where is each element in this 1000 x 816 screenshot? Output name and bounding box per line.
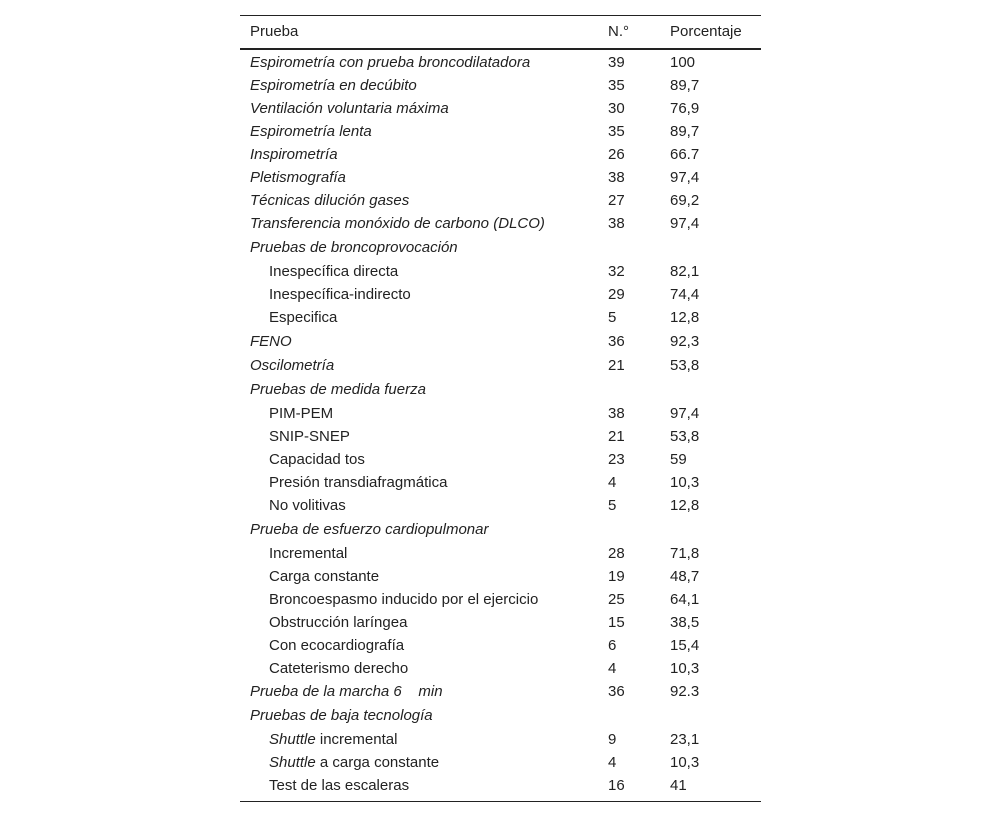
header-n: N.°	[608, 23, 629, 40]
row-pct: 15,4	[670, 637, 700, 654]
row-n: 21	[608, 428, 625, 445]
table-row	[240, 774, 761, 797]
row-name-emphasis: Shuttle	[269, 731, 316, 748]
group-name: Pruebas de baja tecnología	[250, 707, 433, 724]
row-name: Capacidad tos	[269, 451, 365, 468]
row-n: 32	[608, 263, 625, 280]
row-pct: 12,8	[670, 309, 700, 326]
table-row	[240, 212, 761, 235]
table-row	[240, 166, 761, 189]
table-row	[240, 306, 761, 329]
table-row	[240, 471, 761, 494]
row-pct: 97,4	[670, 169, 700, 186]
row-pct: 97,4	[670, 405, 700, 422]
table-group-row	[240, 703, 761, 728]
group-name: Pruebas de broncoprovocación	[250, 239, 458, 256]
row-name-rest: a carga constante	[315, 754, 440, 771]
row-pct: 53,8	[670, 357, 700, 374]
row-n: 29	[608, 286, 625, 303]
row-pct: 10,3	[670, 754, 700, 771]
table-row	[240, 283, 761, 306]
row-name: Transferencia monóxido de carbono (DLCO)	[250, 215, 545, 232]
row-pct: 66.7	[670, 146, 700, 163]
table-row	[240, 657, 761, 680]
table-row	[240, 74, 761, 97]
table-row	[240, 751, 761, 774]
table-row	[240, 588, 761, 611]
row-n: 23	[608, 451, 625, 468]
row-n: 28	[608, 545, 625, 562]
row-name: Espirometría con prueba broncodilatadora	[250, 54, 531, 71]
row-n: 4	[608, 474, 617, 491]
row-n: 6	[608, 637, 617, 654]
row-name: Test de las escaleras	[269, 777, 410, 794]
row-pct: 48,7	[670, 568, 700, 585]
row-name: Presión transdiafragmática	[269, 474, 448, 491]
row-n: 38	[608, 405, 625, 422]
row-name: Espirometría en decúbito	[250, 77, 417, 94]
row-n: 5	[608, 309, 617, 326]
table-row	[240, 448, 761, 471]
table-row	[240, 51, 761, 74]
row-name: Pletismografía	[250, 169, 346, 186]
table-row	[240, 354, 761, 377]
row-n: 27	[608, 192, 625, 209]
row-pct: 41	[670, 777, 687, 794]
table-group-row	[240, 517, 761, 542]
table-bottom-rule	[240, 801, 761, 802]
row-name: No volitivas	[269, 497, 346, 514]
row-name: Espirometría lenta	[250, 123, 372, 140]
row-n: 9	[608, 731, 617, 748]
row-pct: 92.3	[670, 683, 700, 700]
table-group-row	[240, 235, 761, 260]
table-row	[240, 542, 761, 565]
row-pct: 71,8	[670, 545, 700, 562]
table-row	[240, 120, 761, 143]
row-n: 26	[608, 146, 625, 163]
table-row	[240, 680, 761, 703]
row-n: 21	[608, 357, 625, 374]
row-n: 4	[608, 660, 617, 677]
row-name: Broncoespasmo inducido por el ejercicio	[269, 591, 539, 608]
row-n: 38	[608, 169, 625, 186]
row-name: Incremental	[269, 545, 348, 562]
row-pct: 82,1	[670, 263, 700, 280]
row-name	[269, 751, 439, 774]
row-name: Con ecocardiografía	[269, 637, 405, 654]
row-pct: 100	[670, 54, 696, 71]
row-pct: 74,4	[670, 286, 700, 303]
table-group-row	[240, 377, 761, 402]
row-pct: 10,3	[670, 660, 700, 677]
row-name: PIM-PEM	[269, 405, 334, 422]
row-name	[269, 728, 397, 751]
table-row	[240, 425, 761, 448]
row-n: 36	[608, 683, 625, 700]
row-pct: 89,7	[670, 123, 700, 140]
row-name: FENO	[250, 333, 292, 350]
row-pct: 97,4	[670, 215, 700, 232]
row-name: Técnicas dilución gases	[250, 192, 410, 209]
table-row	[240, 189, 761, 212]
row-n: 16	[608, 777, 625, 794]
table-header-row	[240, 16, 761, 48]
row-n: 19	[608, 568, 625, 585]
row-pct: 64,1	[670, 591, 700, 608]
table-row	[240, 728, 761, 751]
row-n: 35	[608, 77, 625, 94]
row-name: Inspirometría	[250, 146, 338, 163]
table-row	[240, 97, 761, 120]
table-row	[240, 611, 761, 634]
row-n: 35	[608, 123, 625, 140]
row-pct: 92,3	[670, 333, 700, 350]
row-n: 5	[608, 497, 617, 514]
row-n: 4	[608, 754, 617, 771]
header-prueba: Prueba	[250, 23, 299, 40]
row-name: Cateterismo derecho	[269, 660, 409, 677]
row-n: 39	[608, 54, 625, 71]
table-row	[240, 329, 761, 354]
table-header-rule	[240, 48, 761, 50]
row-n: 30	[608, 100, 625, 117]
row-n: 38	[608, 215, 625, 232]
row-pct: 10,3	[670, 474, 700, 491]
row-pct: 23,1	[670, 731, 700, 748]
row-name: Inespecífica directa	[269, 263, 399, 280]
row-pct: 53,8	[670, 428, 700, 445]
row-pct: 59	[670, 451, 687, 468]
row-name: Oscilometría	[250, 357, 335, 374]
tests-table	[240, 15, 761, 802]
table-row	[240, 143, 761, 166]
group-name: Pruebas de medida fuerza	[250, 381, 426, 398]
row-name: Carga constante	[269, 568, 380, 585]
row-name-emphasis: Shuttle	[269, 754, 316, 771]
row-name-rest: incremental	[315, 731, 398, 748]
row-n: 15	[608, 614, 625, 631]
table-row	[240, 565, 761, 588]
row-name: SNIP-SNEP	[269, 428, 350, 445]
row-pct: 69,2	[670, 192, 700, 209]
table-row	[240, 494, 761, 517]
row-name: Obstrucción laríngea	[269, 614, 408, 631]
row-pct: 89,7	[670, 77, 700, 94]
row-name: Especifica	[269, 309, 338, 326]
row-pct: 38,5	[670, 614, 700, 631]
table-row	[240, 402, 761, 425]
row-name: Inespecífica-indirecto	[269, 286, 411, 303]
row-n: 36	[608, 333, 625, 350]
row-pct: 12,8	[670, 497, 700, 514]
table-row	[240, 260, 761, 283]
row-pct: 76,9	[670, 100, 700, 117]
row-name: Prueba de la marcha 6 min	[250, 683, 443, 700]
table-row	[240, 634, 761, 657]
header-porcentaje: Porcentaje	[670, 23, 742, 40]
row-name: Ventilación voluntaria máxima	[250, 100, 449, 117]
group-name: Prueba de esfuerzo cardiopulmonar	[250, 521, 489, 538]
row-n: 25	[608, 591, 625, 608]
